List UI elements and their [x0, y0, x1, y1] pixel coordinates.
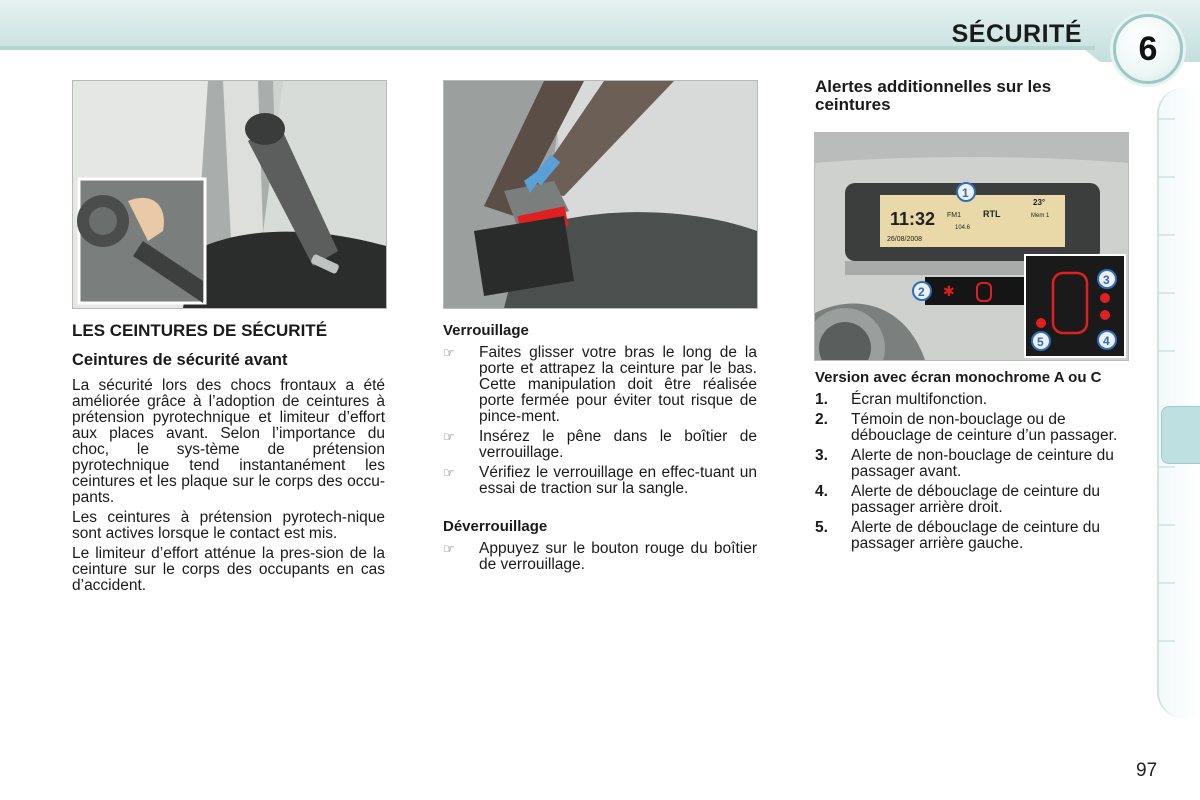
header-stripe [0, 46, 1095, 50]
list-item: ☞ Appuyez sur le bouton rouge du boîtier de verrouillage. [443, 540, 757, 573]
display-memory: Mem 1 [1031, 213, 1050, 219]
display-date: 26/08/2008 [887, 236, 923, 243]
hand-pointer-icon: ☞ [443, 429, 455, 444]
display-band: FM1 [947, 212, 961, 219]
unlocking-steps [443, 541, 757, 573]
tab-divider [1159, 118, 1175, 120]
seatbelt-warning-icon: ✱ [943, 284, 955, 300]
callout-2: 2 [918, 285, 925, 299]
callout-5: 5 [1037, 335, 1044, 349]
locking-steps [443, 345, 757, 497]
tab-divider [1159, 640, 1175, 642]
list-item: 3. Alerte de non-bouclage de ceinture du passager avant. [815, 447, 1114, 480]
list-item: ☞ Vérifiez le verrouillage en effec-tuant un essai de traction sur la sangle. [443, 464, 757, 497]
tab-divider [1159, 350, 1175, 352]
column-seatbelts [72, 322, 385, 598]
dashboard-display-photo [814, 132, 1129, 361]
section-heading: LES CEINTURES DE SÉCURITÉ [72, 321, 328, 340]
page-number: 97 [1136, 760, 1158, 781]
tab-divider [1159, 234, 1175, 236]
tab-divider [1159, 524, 1175, 526]
callout-3: 3 [1103, 273, 1110, 287]
display-temperature: 23° [1033, 198, 1046, 207]
seatbelt-pillar-photo [72, 80, 387, 309]
locking-heading: Verrouillage [443, 322, 529, 339]
subsection-heading: Ceintures de sécurité avant [72, 351, 288, 369]
version-heading: Version avec écran monochrome A ou C [815, 369, 1102, 386]
unlocking-heading: Déverrouillage [443, 518, 548, 535]
tab-divider [1159, 582, 1175, 584]
hand-pointer-icon: ☞ [443, 345, 455, 360]
list-item: 2. Témoin de non-bouclage ou de débouclage de ceinture d’un passager. [815, 411, 1118, 444]
tab-divider [1159, 292, 1175, 294]
callout-1: 1 [962, 186, 969, 200]
chapter-tab-strip [1157, 88, 1200, 718]
list-item: ☞ Insérez le pêne dans le boîtier de verrouillage. [443, 428, 757, 461]
hand-pointer-icon: ☞ [443, 541, 455, 556]
paragraph: La sécurité lors des chocs frontaux a été améliorée grâce à l’adoption de ceintures à prétension pyrotechnique et limiteur d’effort aux places avant. Selon l’importance du choc, le sys-tème de prétension pyrotechnique tend instantanément les ceintures et les plaque sur le corps des occu-pants. [72, 377, 385, 506]
column-alerts [815, 370, 1127, 556]
chapter-badge [1113, 14, 1183, 84]
list-item: ☞ Faites glisser votre bras le long de la porte et attrapez la ceinture par le bas. Cette manipulation doit être réalisée porte fermée pour éviter tout risque de pince-ment. [443, 344, 757, 425]
paragraph: Le limiteur d’effort atténue la pres-sion de la ceinture sur le corps des occupants en cas d’accident. [72, 545, 385, 594]
list-item: 1. Écran multifonction. [815, 391, 988, 408]
section-title: SÉCURITÉ [951, 20, 1082, 48]
paragraph: Les ceintures à prétension pyrotech-nique sont actives lorsque le contact est mis. [72, 509, 385, 542]
seatbelt-buckle-photo [443, 80, 758, 309]
display-station: RTL [983, 209, 1001, 219]
alerts-legend [815, 392, 1127, 552]
display-time: 11:32 [890, 209, 936, 229]
tab-divider [1159, 466, 1175, 468]
chapter-number: 6 [1138, 29, 1158, 68]
chapter-tab-active[interactable] [1161, 406, 1200, 464]
list-item: 4. Alerte de débouclage de ceinture du passager arrière droit. [815, 483, 1101, 516]
alerts-heading: Alertes additionnelles sur les ceintures [815, 77, 1052, 114]
column-alerts-heading [815, 78, 1127, 114]
list-item: 5. Alerte de débouclage de ceinture du passager arrière gauche. [815, 519, 1101, 552]
callout-4: 4 [1103, 334, 1110, 348]
tab-divider [1159, 176, 1175, 178]
display-frequency: 104.6 [955, 225, 971, 231]
column-locking [443, 323, 757, 577]
hand-pointer-icon: ☞ [443, 465, 455, 480]
